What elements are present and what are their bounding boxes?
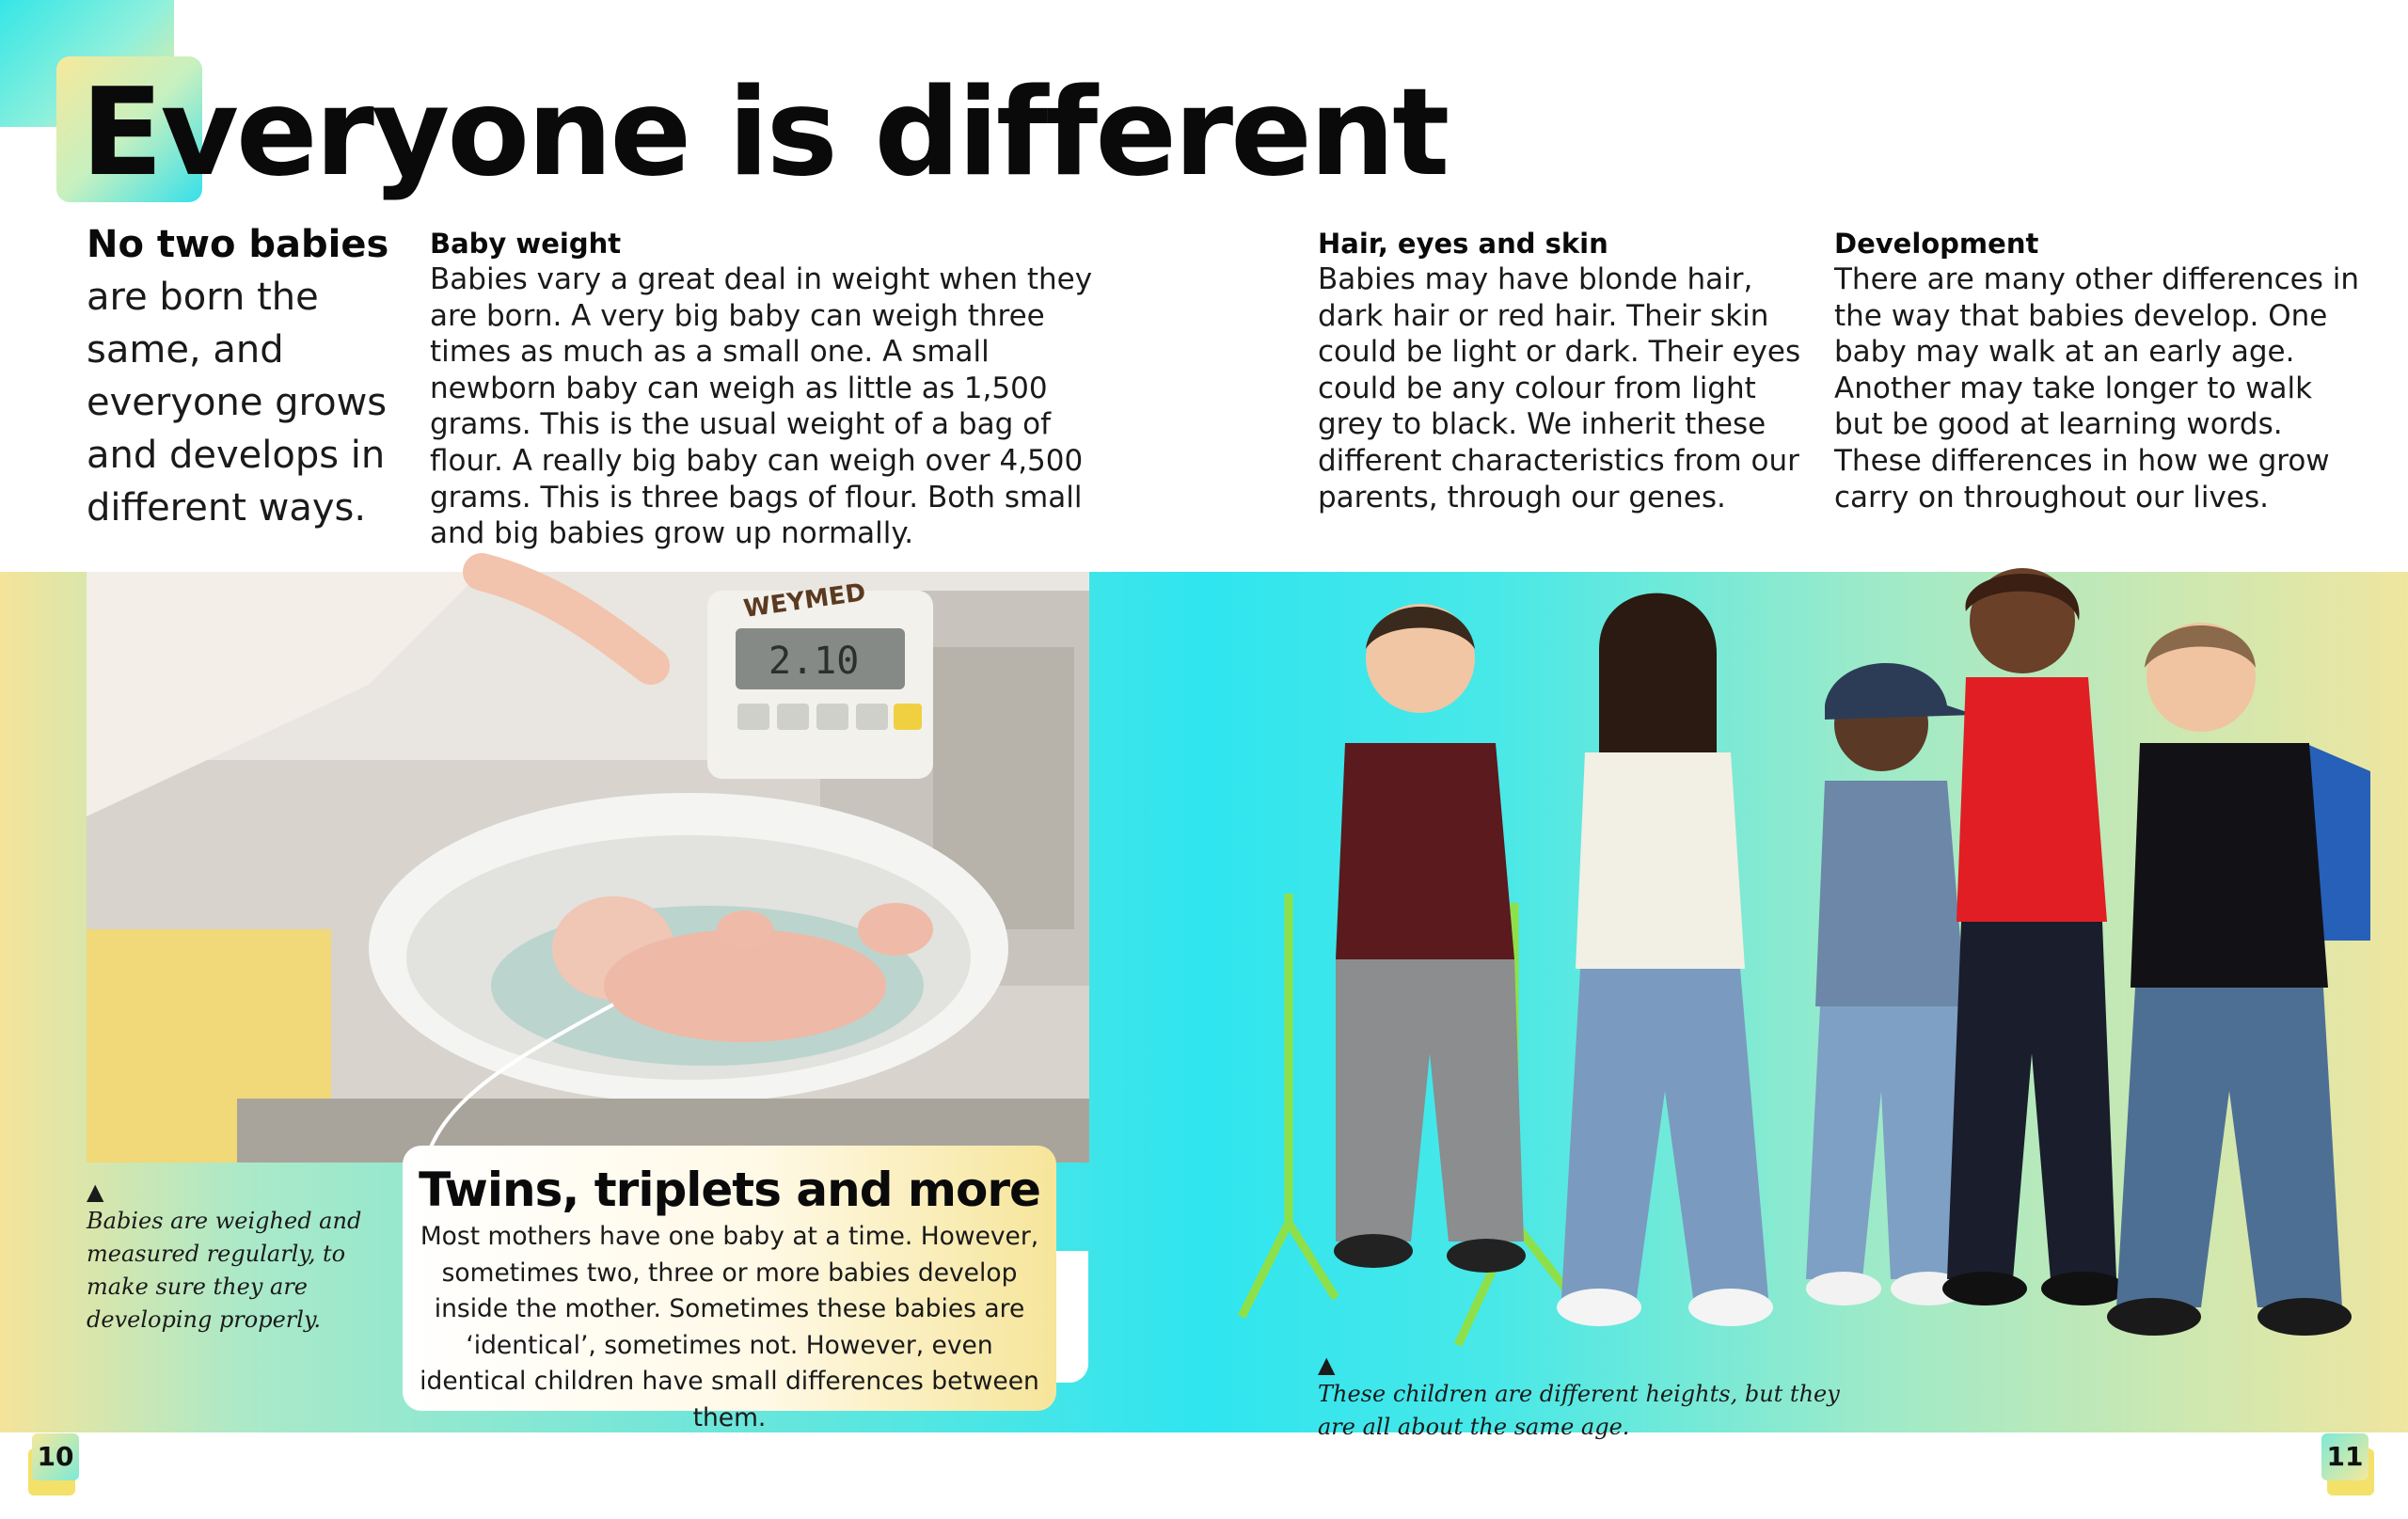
page-title: Everyone is different (81, 63, 1448, 203)
column-body: Babies vary a great deal in weight when they are born. A very big baby can weigh three times as much as a small one. A small newborn baby can weigh as little as 1,500 grams. This is the usual weight of a bag of flour. A really big baby can weigh over 4,500 grams. This is three bags of flour. Both small and big babies grow up normally. (430, 262, 1093, 551)
caption-text: Babies are weighed and measured regularly, to make sure they are developing properly. (87, 1208, 362, 1333)
column-heading: Hair, eyes and skin (1318, 228, 1608, 260)
intro-lead: No two babies (87, 223, 389, 266)
child-2 (1557, 593, 1773, 1326)
column-development (1834, 226, 2361, 515)
twins-box (403, 1146, 1056, 1432)
caption-children-heights (1318, 1352, 1845, 1444)
column-heading: Development (1834, 228, 2039, 260)
caption-text: These children are different heights, but they are all about the same age. (1318, 1381, 1840, 1440)
page-number-right: 11 (2321, 1433, 2368, 1480)
column-hair-eyes-skin (1318, 226, 1807, 515)
intro-text (87, 218, 406, 534)
scale-brand: WEYMED (741, 578, 868, 624)
twins-body: Most mothers have one baby at a time. However, sometimes two, three or more babies develop inside the mother. Sometimes these babies are ‘identical’, sometimes not. However, even identical children have small differences between them. (420, 1222, 1039, 1432)
caption-marker-icon: ▲ (87, 1179, 104, 1205)
caption-marker-icon: ▲ (1318, 1352, 1336, 1378)
child-1 (1334, 604, 1526, 1273)
column-baby-weight (430, 226, 1107, 552)
intro-rest: are born the same, and everyone grows and develops in different ways. (87, 276, 388, 530)
child-5 (2107, 623, 2370, 1336)
column-body: There are many other differences in the way that babies develop. One baby may walk at an early age. Another may take longer to walk but be good at learning words. These differences in how we grow carry on throughout our lives. (1834, 262, 2359, 514)
children-photo (1204, 564, 2389, 1336)
caption-baby-weighing (87, 1179, 388, 1337)
baby-scale-photo (87, 572, 1089, 1163)
page-number-left: 10 (32, 1433, 79, 1480)
child-4 (1942, 568, 2126, 1305)
scale-readout: 2.10 (768, 640, 860, 683)
column-body: Babies may have blonde hair, dark hair or red hair. Their skin could be light or dark. Their eyes could be any colour from light grey to black. We inherit these different characteristics from our parents, through our genes. (1318, 262, 1801, 514)
twins-heading: Twins, triplets and more (419, 1163, 1040, 1217)
column-heading: Baby weight (430, 228, 622, 260)
